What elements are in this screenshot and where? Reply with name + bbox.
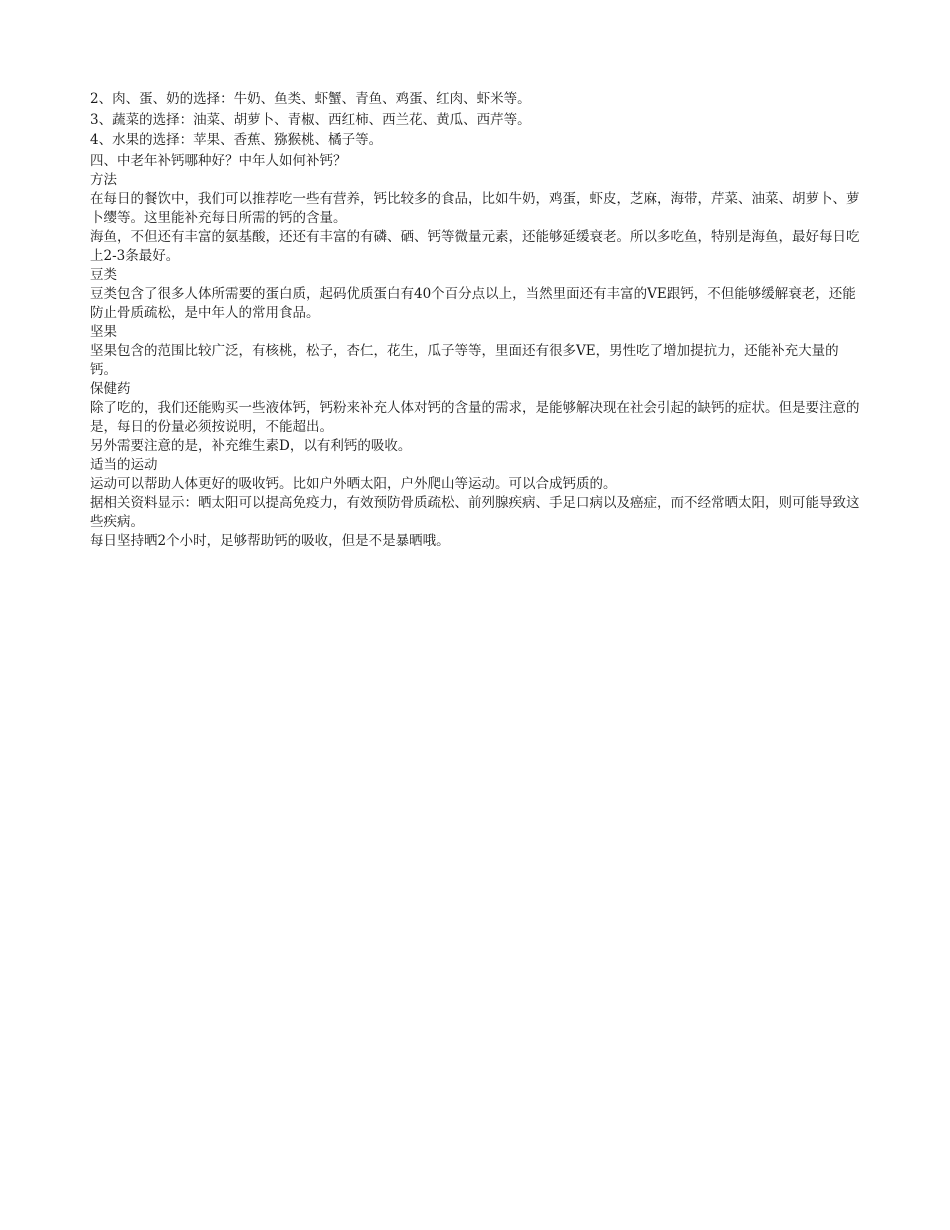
paragraph-supplements: 除了吃的，我们还能购买一些液体钙，钙粉来补充人体对钙的含量的需求，是能够解决现在社会引起的缺钙的症状。但是要注意的是，每日的份量必须按说明，不能超出。 <box>90 399 860 435</box>
paragraph-sunlight-daily: 每日坚持晒2个小时，足够帮助钙的吸收，但是不是暴晒哦。 <box>90 532 450 549</box>
paragraph-sunlight-research: 据相关资料显示：晒太阳可以提高免疫力，有效预防骨质疏松、前列腺疾病、手足口病以及癌症，而不经常晒太阳，则可能导致这些疾病。 <box>90 494 860 530</box>
document-body <box>90 90 860 551</box>
list-item-meat-eggs-milk: 2、肉、蛋、奶的选择：牛奶、鱼类、虾蟹、青鱼、鸡蛋、红肉、虾米等。 <box>90 91 531 107</box>
paragraph-vitamin-d: 另外需要注意的是，补充维生素D，以有利钙的吸收。 <box>90 437 412 454</box>
paragraph-beans: 豆类包含了很多人体所需要的蛋白质，起码优质蛋白有40个百分点以上，当然里面还有丰富的VE跟钙，不但能够缓解衰老，还能防止骨质疏松，是中年人的常用食品。 <box>90 285 856 321</box>
list-item-vegetables: 3、蔬菜的选择：油菜、胡萝卜、青椒、西红柿、西兰花、黄瓜、西芹等。 <box>90 111 531 128</box>
paragraph-sea-fish: 海鱼，不但还有丰富的氨基酸，还还有丰富的有磷、硒、钙等微量元素，还能够延缓衰老。所以多吃鱼，特别是海鱼，最好每日吃上2-3条最好。 <box>90 228 860 264</box>
paragraph-daily-diet: 在每日的餐饮中，我们可以推荐吃一些有营养，钙比较多的食品，比如牛奶，鸡蛋，虾皮，芝麻，海带，芹菜、油菜、胡萝卜、萝卜缨等。这里能补充每日所需的钙的含量。 <box>90 190 860 226</box>
subheading-beans: 豆类 <box>90 266 117 283</box>
section-heading-calcium: 四、中老年补钙哪种好？中年人如何补钙？ <box>90 152 347 169</box>
list-item-fruits: 4、水果的选择：苹果、香蕉、猕猴桃、橘子等。 <box>90 132 383 148</box>
subheading-supplements: 保健药 <box>90 380 131 397</box>
paragraph-exercise: 运动可以帮助人体更好的吸收钙。比如户外晒太阳，户外爬山等运动。可以合成钙质的。 <box>90 475 617 492</box>
subheading-method: 方法 <box>90 171 117 188</box>
paragraph-nuts: 坚果包含的范围比较广泛，有核桃，松子，杏仁，花生，瓜子等等，里面还有很多VE，男性吃了增加提抗力，还能补充大量的钙。 <box>90 342 839 378</box>
subheading-nuts: 坚果 <box>90 323 117 340</box>
subheading-exercise: 适当的运动 <box>90 456 158 473</box>
